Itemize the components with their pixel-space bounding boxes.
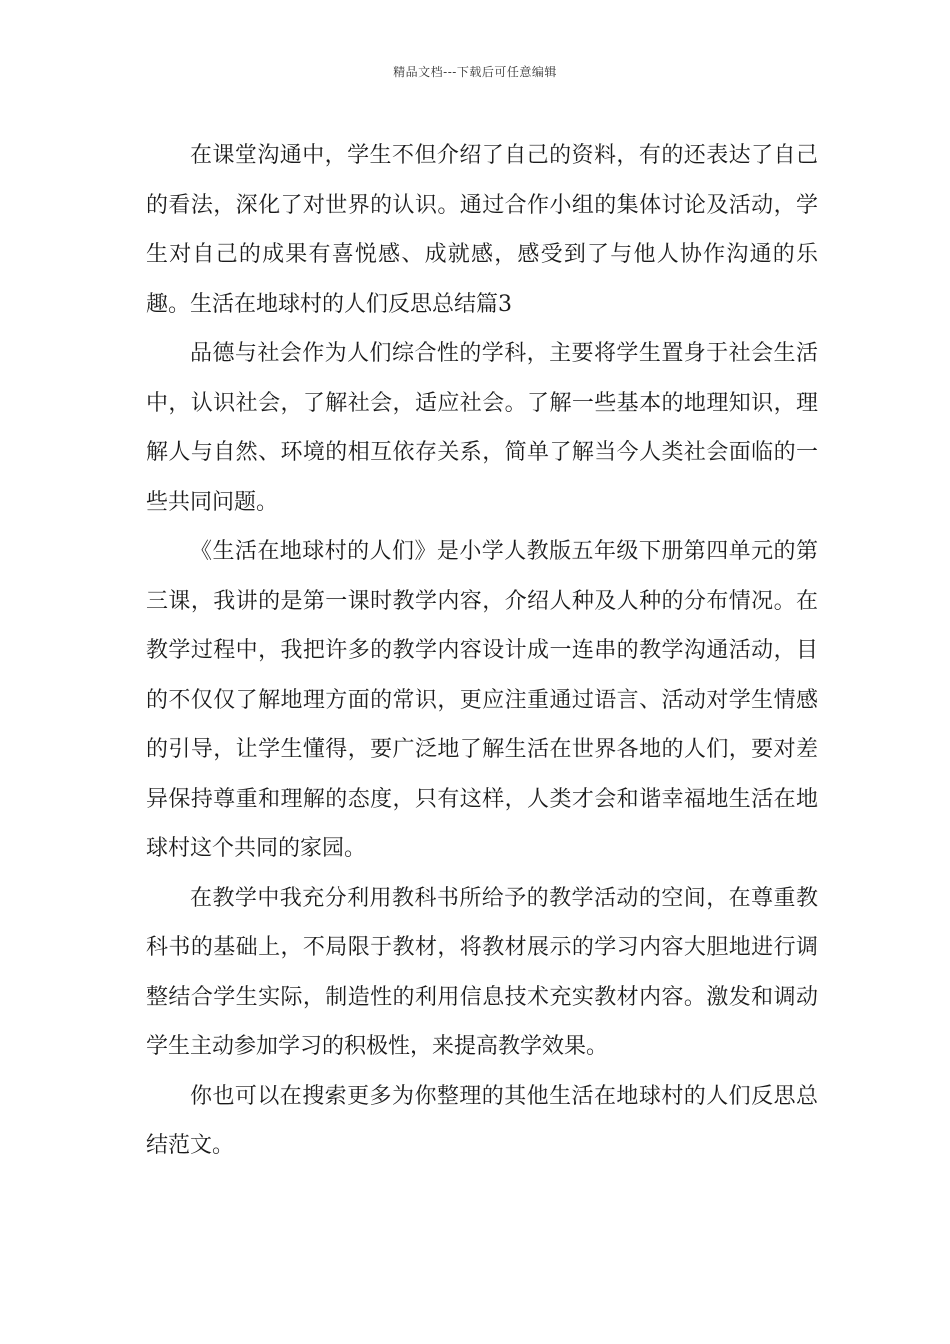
paragraph-4: 在教学中我充分利用教科书所给予的教学活动的空间，在尊重教科书的基础上，不局限于教材，将教材展示的学习内容大胆地进行调整结合学生实际，制造性的利用信息技术充实教材内容。激发和调动学生主动参加学习的积极性，来提高教学效果。 <box>146 885 818 1059</box>
paragraph-2: 品德与社会作为人们综合性的学科，主要将学生置身于社会生活中，认识社会，了解社会，适应社会。了解一些基本的地理知识，理解人与自然、环境的相互依存关系，简单了解当今人类社会面临的一些共同问题。 <box>146 341 818 515</box>
page-header: 精品文档---下载后可任意编辑 <box>393 65 557 79</box>
paragraph-5: 你也可以在搜索更多为你整理的其他生活在地球村的人们反思总结范文。 <box>146 1083 818 1158</box>
paragraph-1: 在课堂沟通中，学生不但介绍了自己的资料，有的还表达了自己的看法，深化了对世界的认识。通过合作小组的集体讨论及活动，学生对自己的成果有喜悦感、成就感，感受到了与他人协作沟通的乐趣。生活在地球村的人们反思总结篇3 <box>146 143 818 317</box>
document-body <box>146 131 818 1171</box>
paragraph-3: 《生活在地球村的人们》是小学人教版五年级下册第四单元的第三课，我讲的是第一课时教学内容，介绍人种及人种的分布情况。在教学过程中，我把许多的教学内容设计成一连串的教学沟通活动，目的不仅仅了解地理方面的常识，更应注重通过语言、活动对学生情感的引导，让学生懂得，要广泛地了解生活在世界各地的人们，要对差异保持尊重和理解的态度，只有这样，人类才会和谐幸福地生活在地球村这个共同的家园。 <box>146 539 818 861</box>
